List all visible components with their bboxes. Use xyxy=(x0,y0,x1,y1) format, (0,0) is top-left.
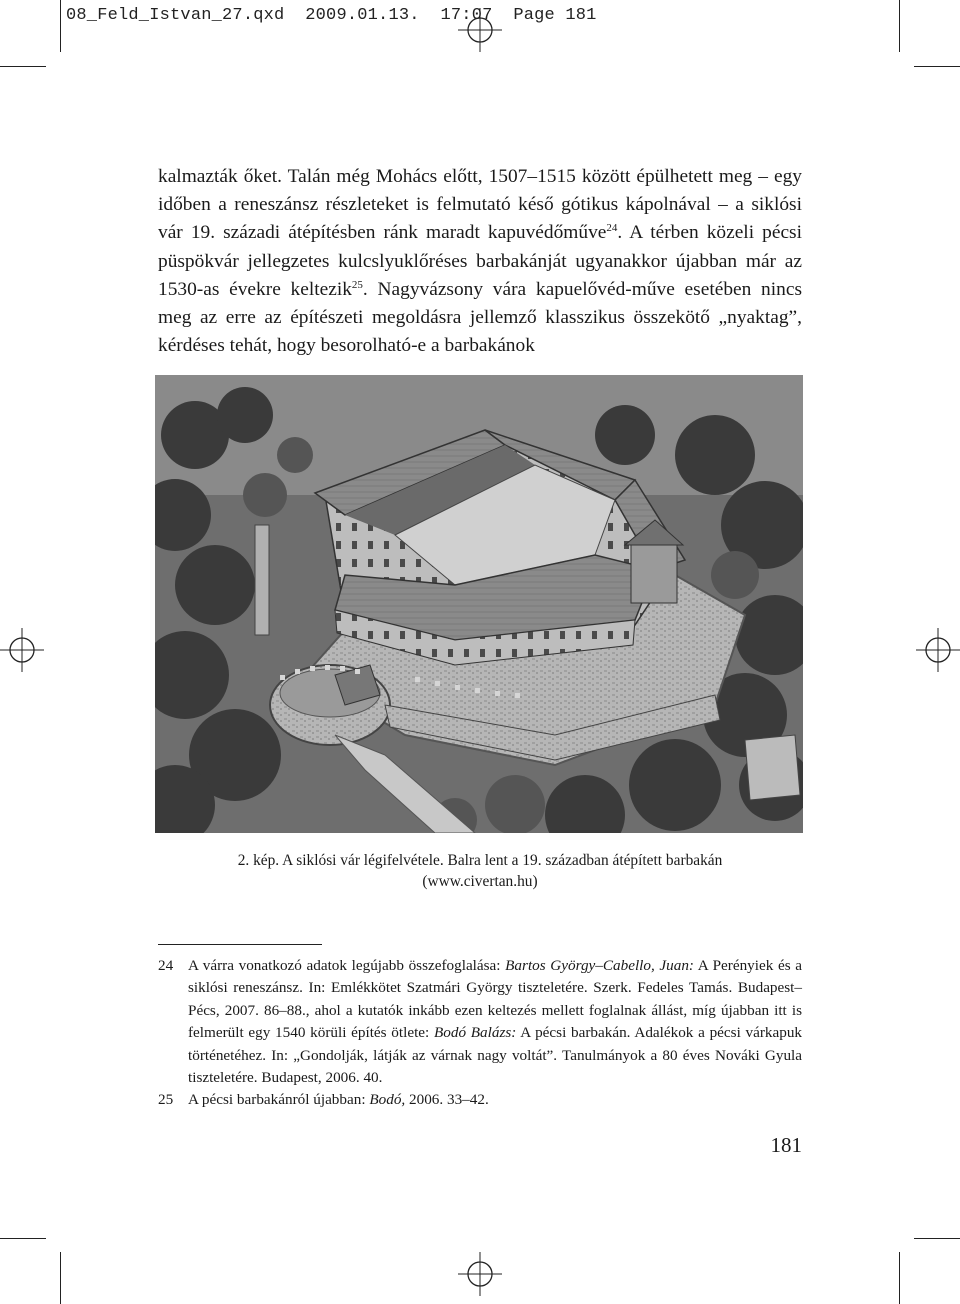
caption-line-1: 2. kép. A siklósi vár légifelvétele. Balra lent a 19. században átépített barbakán xyxy=(237,852,723,869)
footnote-24 xyxy=(158,955,802,1089)
page-number: 181 xyxy=(770,1133,802,1157)
body-text-part-1: kalmazták őket. Talán még Mohács előtt, 1507–1515 között épülhetett meg – egy időben a reneszánsz részleteket is felmutató késő gótikus kápolnával – a siklósi vár 19. századi átépítésben ránk maradt kapuvédőműve xyxy=(158,166,802,244)
registration-mark-bottom-icon xyxy=(458,1252,502,1296)
footnote-author-italic: Bartos György–Cabello, Juan: xyxy=(505,957,694,974)
footnote-ref-24[interactable]: 24 xyxy=(606,222,618,235)
crop-mark-bottom-left-v xyxy=(60,1252,61,1304)
figure-caption xyxy=(158,850,802,892)
crop-mark-bottom-right-h xyxy=(914,1238,960,1239)
crop-mark-bottom-left-h xyxy=(0,1238,46,1239)
footnote-number: 25 xyxy=(158,1091,174,1109)
footnote-ref-25[interactable]: 25 xyxy=(351,278,363,291)
slug-date: 2009.01.13. xyxy=(305,6,420,25)
slug-time: 17:07 xyxy=(440,6,493,25)
crop-mark-bottom-right-v xyxy=(899,1252,900,1304)
body-text-part-3: . Nagyvázsony vára kapuelővéd-műve esetében nincs meg az erre az építészeti megoldásra jellemző klasszikus összekötő „nyaktag”, kérdéses tehát, hogy besorolható-e a barbakánok xyxy=(158,278,802,357)
footnote-text-part: A Perényiek és a siklósi reneszánsz. In: Emlékkötet Szatmári György tiszteletére. Szerk. Fedeles Tamás. Budapest–Pécs, 2007. 86–88., ahol a kutatók inkább ezen keltezés mellett foglalnak állást, míg újabban itt is felmerült egy 1540 körüli építés ötlete: xyxy=(188,957,802,1042)
castle-aerial-photo xyxy=(155,375,803,833)
footnote-rule xyxy=(158,944,322,945)
castle-aerial-illustration xyxy=(155,375,803,833)
footnote-text-part: A várra vonatkozó adatok legújabb összefoglalása: xyxy=(188,957,506,974)
footnote-author-italic: Bodó, xyxy=(369,1091,406,1109)
registration-mark-top-icon xyxy=(458,8,502,52)
footnote-author-italic: Bodó Balázs: xyxy=(433,1024,517,1042)
body-text-part-2: . A térben közeli pécsi püspökvár jellegzetes kulcslyuklőréses barbakánját ugyanakkor újabban már az 1530-as évekre keltezik xyxy=(158,222,802,300)
footnote-text xyxy=(188,1089,802,1111)
footnote-text-part: A pécsi barbakán. Adalékok a pécsi várkapuk történetéhez. In: „Gondolják, látják az várnak nagy voltát”. Tanulmányok a 80 éves Nováki Gyula tiszteletére. Budapest, 2006. 40. xyxy=(188,1024,803,1087)
footnote-text-part: 2006. 33–42. xyxy=(405,1091,489,1109)
crop-mark-top-left-v xyxy=(60,0,61,52)
footnote-text-part: A pécsi barbakánról újabban: xyxy=(188,1091,370,1109)
crop-mark-top-right-v xyxy=(899,0,900,52)
slug-file: 08_Feld_Istvan_27.qxd xyxy=(66,6,285,25)
crop-mark-top-right-h xyxy=(914,66,960,67)
body-text xyxy=(158,163,802,360)
footnote-text xyxy=(188,955,802,1089)
registration-mark-left-icon xyxy=(0,628,44,672)
footnote-number: 24 xyxy=(158,957,174,974)
slug-page: Page 181 xyxy=(513,6,597,25)
body-paragraph xyxy=(158,163,802,360)
crop-mark-top-left-h xyxy=(0,66,46,67)
registration-mark-right-icon xyxy=(916,628,960,672)
footnote-25 xyxy=(158,1089,802,1111)
caption-line-2: (www.civertan.hu) xyxy=(422,873,538,890)
footnotes xyxy=(158,955,802,1112)
slug-text xyxy=(66,6,597,25)
